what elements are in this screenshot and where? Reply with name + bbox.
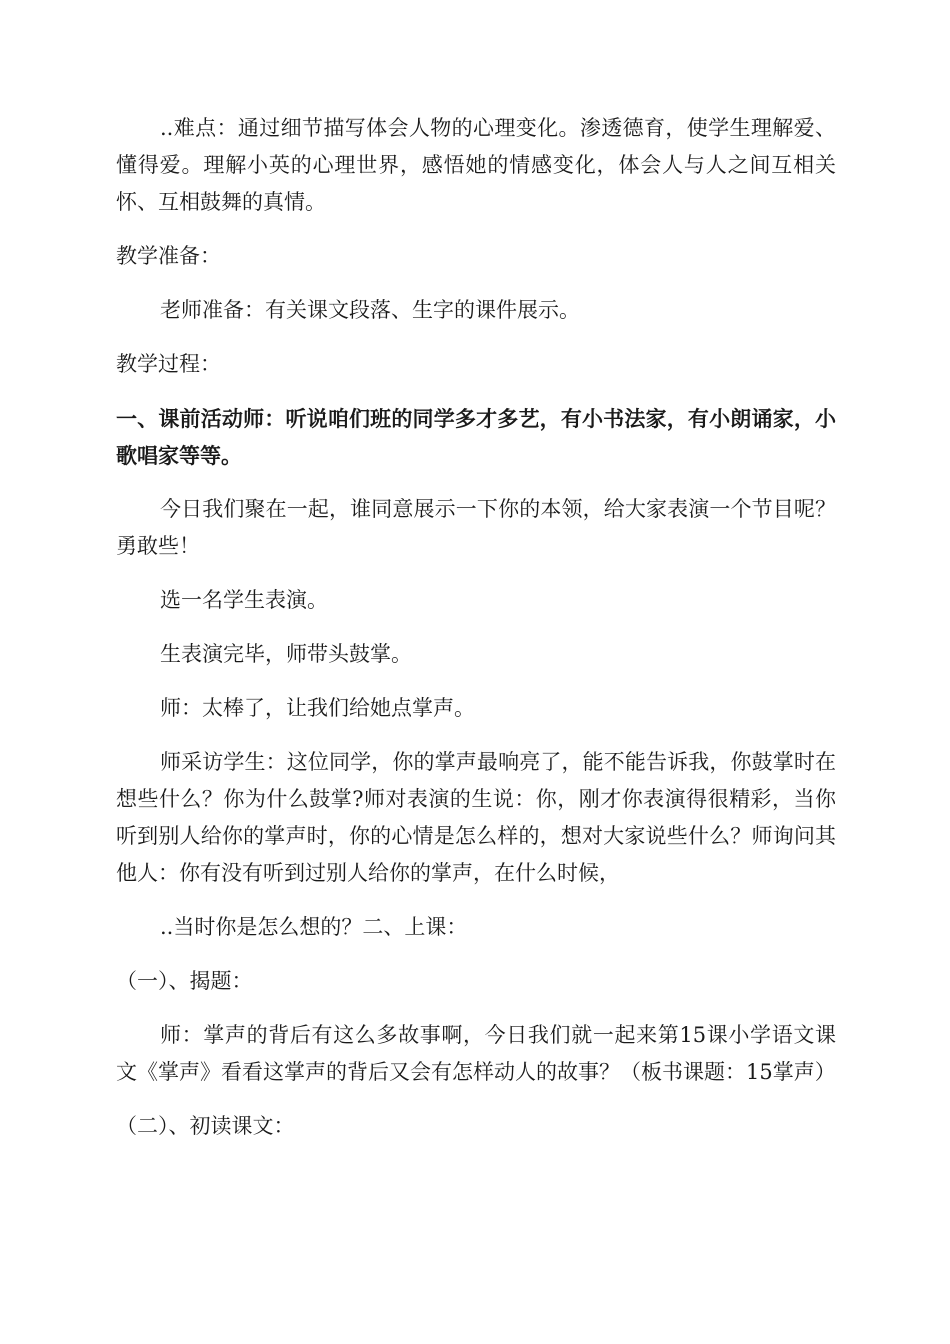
paragraph-interview: 师采访学生：这位同学，你的掌声最响亮了，能不能告诉我，你鼓掌时在想些什么？你为什么鼓掌?师对表演的生说：你，刚才你表演得很精彩，当你听到别人给你的掌声时，你的心情是怎么样的，想对大家说些什么？师询问其他人：你有没有听到过别人给你的掌声，在什么时候，	[116, 750, 836, 885]
paragraph-start-class: ..当时你是怎么想的？二、上课：	[160, 915, 468, 939]
paragraph-praise: 师：太棒了，让我们给她点掌声。	[160, 696, 475, 720]
paragraph-applause: 生表演完毕，师带头鼓掌。	[160, 642, 412, 666]
heading-first-reading: （二）、初读课文：	[116, 1114, 295, 1138]
document-page	[116, 110, 836, 1162]
paragraph-difficulty: ..难点：通过细节描写体会人物的心理变化。渗透德育，使学生理解爱、懂得爱。理解小英的心理世界，感悟她的情感变化，体会人与人之间互相关怀、互相鼓舞的真情。	[116, 116, 836, 214]
heading-teaching-preparation: 教学准备：	[116, 244, 221, 268]
heading-teaching-process: 教学过程：	[116, 352, 221, 376]
paragraph-select-student: 选一名学生表演。	[160, 588, 328, 612]
paragraph-invitation: 今日我们聚在一起，谁同意展示一下你的本领，给大家表演一个节目呢？勇敢些！	[116, 497, 836, 558]
heading-reveal-topic: （一）、揭题：	[116, 969, 253, 993]
section-heading-pre-class: 一、课前活动师：听说咱们班的同学多才多艺，有小书法家，有小朗诵家，小歌唱家等等。	[116, 406, 836, 468]
paragraph-lesson-intro: 师：掌声的背后有这么多故事啊，今日我们就一起来第15课小学语文课文《掌声》看看这掌声的背后又会有怎样动人的故事？（板书课题：15掌声）	[116, 1023, 836, 1084]
paragraph-teacher-preparation: 老师准备：有关课文段落、生字的课件展示。	[160, 298, 580, 322]
